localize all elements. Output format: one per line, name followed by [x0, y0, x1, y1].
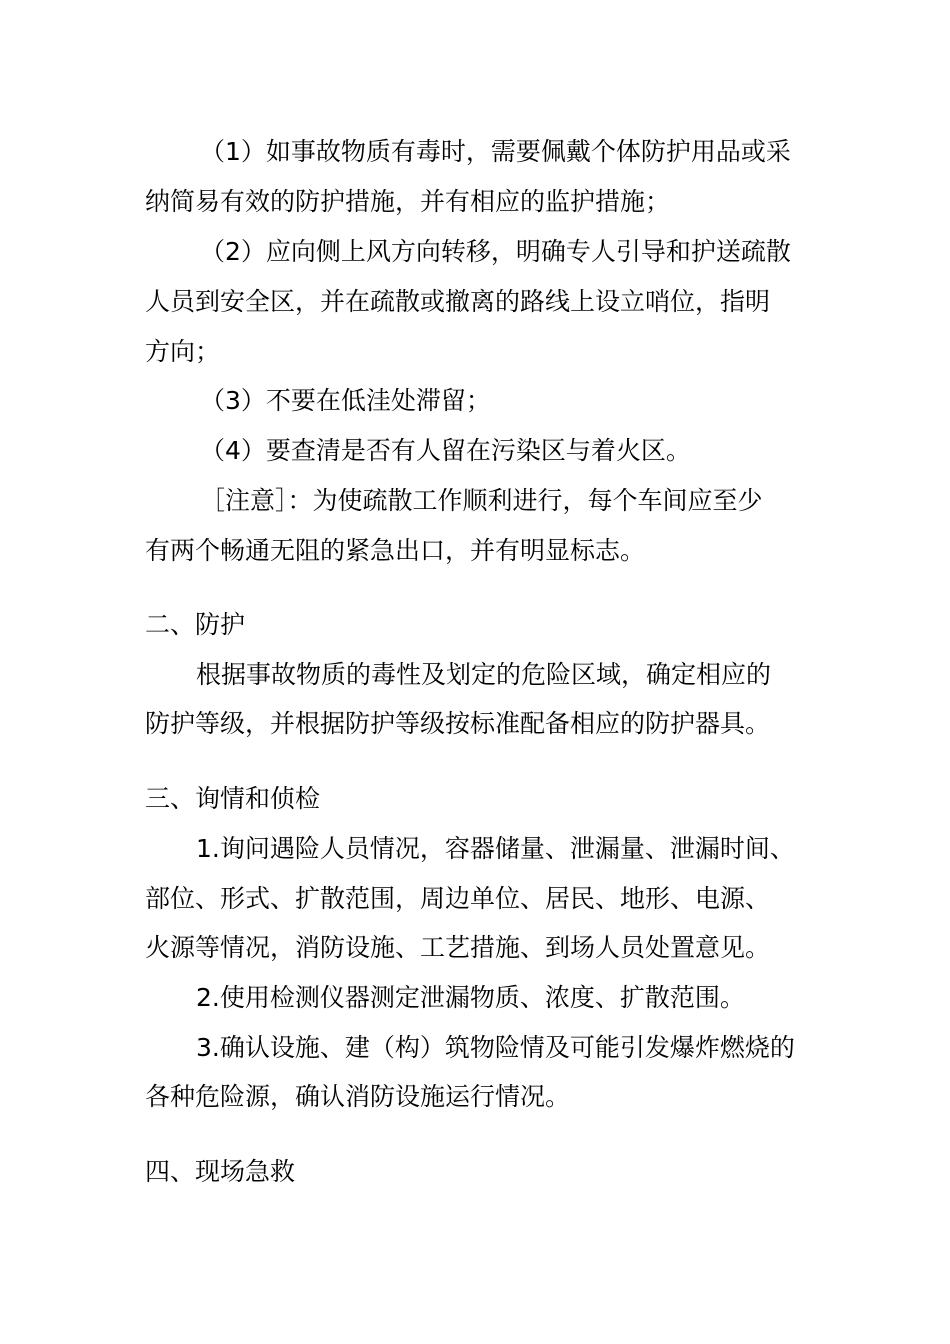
section2-line2: 防护等级，并根据防护等级按标准配备相应的防护器具。 — [145, 709, 771, 738]
item4-text: （4）要查清是否有人留在污染区与着火区。 — [200, 436, 691, 465]
section3-item1-line3: 火源等情况，消防设施、工艺措施、到场人员处置意见。 — [145, 933, 771, 962]
section3-item1-line2: 部位、形式、扩散范围，周边单位、居民、地形、电源、 — [145, 884, 771, 913]
section3-item2: 2.使用检测仪器测定泄漏物质、浓度、扩散范围。 — [196, 983, 745, 1012]
item3-text: （3）不要在低洼处滞留； — [200, 386, 491, 415]
section3-item3-line1: 3.确认设施、建（构）筑物险情及可能引发爆炸燃烧的 — [196, 1033, 795, 1062]
section3-item3-line2: 各种危险源，确认消防设施运行情况。 — [145, 1082, 571, 1111]
item2-line2: 人员到安全区，并在疏散或撤离的路线上设立哨位，指明 — [145, 287, 771, 316]
section4-heading: 四、现场急救 — [145, 1157, 296, 1186]
section2-line1: 根据事故物质的毒性及划定的危险区域，确定相应的 — [196, 660, 772, 689]
item1-line1: （1）如事故物质有毒时，需要佩戴个体防护用品或采 — [200, 137, 791, 166]
item1-line2: 纳简易有效的防护措施，并有相应的监护措施； — [145, 187, 671, 216]
section3-heading: 三、询情和侦检 — [145, 784, 321, 813]
note-line1: ［注意］：为使疏散工作顺利进行，每个车间应至少 — [200, 486, 763, 515]
note-line2: 有两个畅通无阻的紧急出口，并有明显标志。 — [145, 536, 646, 565]
item2-line1: （2）应向侧上风方向转移，明确专人引导和护送疏散 — [200, 237, 791, 266]
item2-line3: 方向； — [145, 337, 221, 366]
section3-item1-line1: 1.询问遇险人员情况，容器储量、泄漏量、泄漏时间、 — [196, 834, 795, 863]
section2-heading: 二、防护 — [145, 610, 246, 639]
